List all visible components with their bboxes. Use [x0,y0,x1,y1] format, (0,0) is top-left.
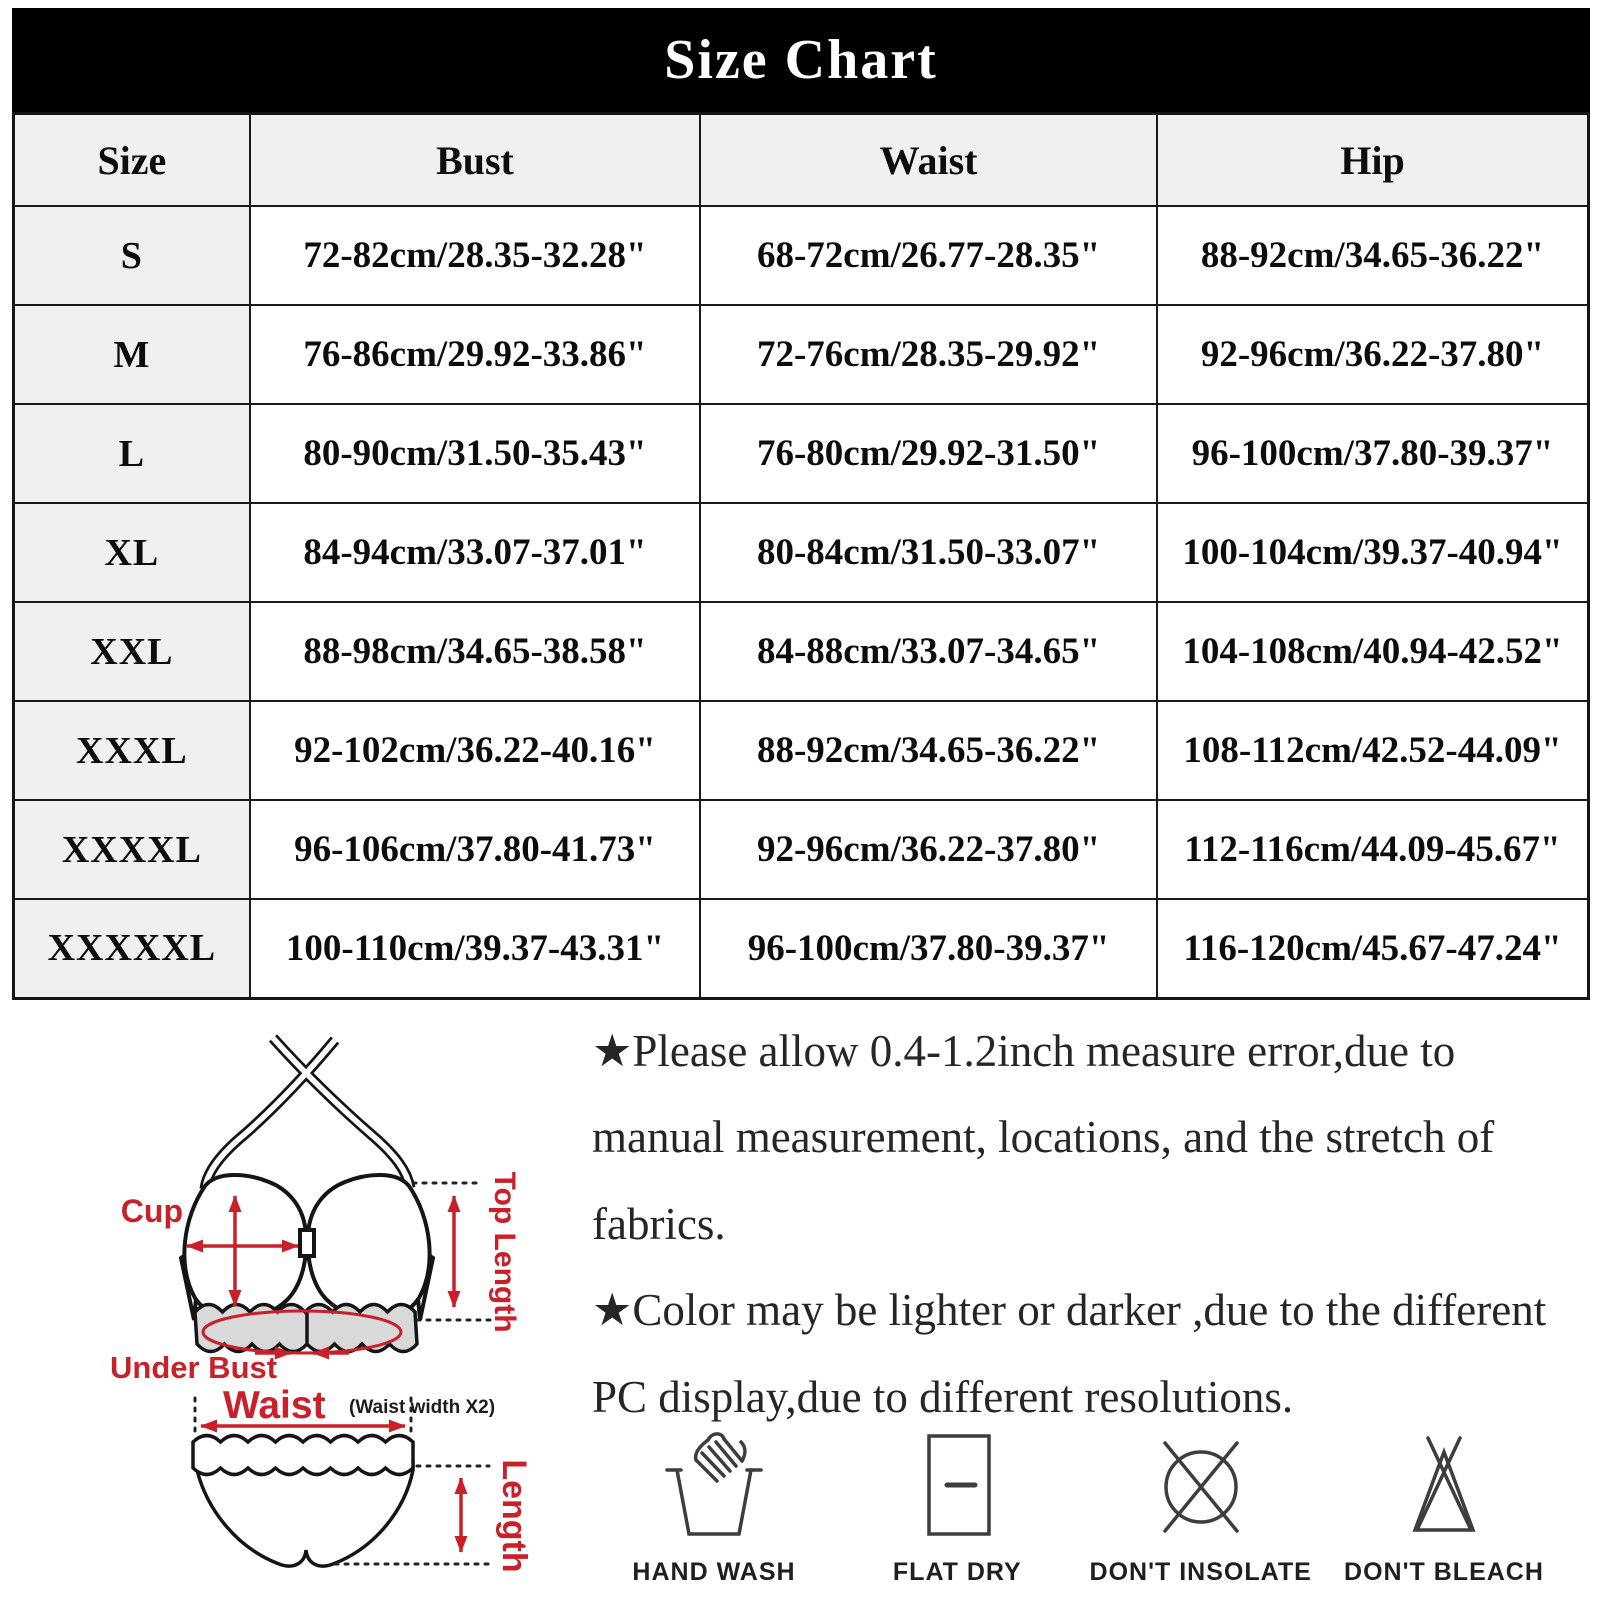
care-label: DON'T BLEACH [1344,1558,1544,1586]
size-cell: XXL [14,602,250,701]
waist-cell: 88-92cm/34.65-36.22" [700,701,1157,800]
notes-block [592,1008,1567,1440]
table-row [14,701,1589,800]
hip-cell: 100-104cm/39.37-40.94" [1157,503,1589,602]
size-cell: M [14,305,250,404]
table-row [14,206,1589,305]
col-header-hip: Hip [1157,114,1589,207]
brief [197,1464,413,1566]
hip-cell: 116-120cm/45.67-47.24" [1157,899,1589,998]
care-icons-row [596,1430,1562,1587]
col-header-waist: Waist [700,114,1157,207]
waist-cell: 76-80cm/29.92-31.50" [700,404,1157,503]
size-table-body [14,206,1589,998]
header-row [14,114,1589,207]
bust-cell: 96-106cm/37.80-41.73" [250,800,700,899]
table-row [14,404,1589,503]
bust-cell: 84-94cm/33.07-37.01" [250,503,700,602]
note-color-difference: ★Color may be lighter or darker ,due to the different PC display,due to different resolutions. [592,1285,1547,1422]
length-label: Length [495,1459,533,1573]
measurement-diagram [55,1008,590,1600]
bust-cell: 100-110cm/39.37-43.31" [250,899,700,998]
table-row [14,602,1589,701]
hip-cell: 104-108cm/40.94-42.52" [1157,602,1589,701]
under-bust-label: Under Bust [110,1350,278,1385]
hip-cell: 112-116cm/44.09-45.67" [1157,800,1589,899]
size-table [12,112,1590,1000]
waist-cell: 96-100cm/37.80-39.37" [700,899,1157,998]
size-cell: XXXXL [14,800,250,899]
size-cell: S [14,206,250,305]
cup-connector [300,1230,314,1256]
care-item-flat-dry [839,1430,1075,1587]
bust-cell: 76-86cm/29.92-33.86" [250,305,700,404]
waist-cell: 84-88cm/33.07-34.65" [700,602,1157,701]
bikini-bottom-outline [193,1436,413,1567]
table-row [14,899,1589,998]
care-label: DON'T INSOLATE [1089,1558,1312,1586]
waist-cell: 80-84cm/31.50-33.07" [700,503,1157,602]
care-item-hand-wash [596,1430,832,1587]
flat-dry-icon [905,1430,1009,1542]
bikini-top-outline [181,1038,433,1352]
col-header-size: Size [14,114,250,207]
waist-label: Waist [223,1384,326,1427]
care-item-dont-bleach [1326,1430,1562,1587]
hip-cell: 96-100cm/37.80-39.37" [1157,404,1589,503]
waist-cell: 68-72cm/26.77-28.35" [700,206,1157,305]
bust-cell: 92-102cm/36.22-40.16" [250,701,700,800]
care-label: HAND WASH [632,1558,796,1586]
hip-cell: 92-96cm/36.22-37.80" [1157,305,1589,404]
dont-insolate-icon [1149,1430,1253,1542]
bust-cell: 72-82cm/28.35-32.28" [250,206,700,305]
note-measure-error: ★Please allow 0.4-1.2inch measure error,due to manual measurement, locations, and the stretch of fabrics. [592,1026,1495,1249]
care-item-dont-insolate [1083,1430,1319,1587]
table-row [14,305,1589,404]
size-chart-frame [12,8,1590,1000]
size-table-header [14,114,1589,207]
waist-cell: 72-76cm/28.35-29.92" [700,305,1157,404]
size-cell: L [14,404,250,503]
hand-wash-icon [662,1430,766,1542]
bottom-section [0,1002,1600,1600]
top-length-label: Top Length [488,1171,521,1333]
size-chart-title-bar [12,8,1590,112]
size-cell: XL [14,503,250,602]
care-label: FLAT DRY [892,1558,1022,1586]
hip-cell: 108-112cm/42.52-44.09" [1157,701,1589,800]
dont-bleach-icon [1392,1430,1496,1542]
col-header-bust: Bust [250,114,700,207]
bust-cell: 88-98cm/34.65-38.58" [250,602,700,701]
bottom-ruffle-band [193,1436,413,1475]
waist-cell: 92-96cm/36.22-37.80" [700,800,1157,899]
bust-cell: 80-90cm/31.50-35.43" [250,404,700,503]
table-row [14,503,1589,602]
cup-label: Cup [120,1193,183,1229]
size-cell: XXXL [14,701,250,800]
right-cup [308,1175,430,1319]
page-title: Size Chart [664,29,938,91]
size-cell: XXXXXL [14,899,250,998]
hip-cell: 88-92cm/34.65-36.22" [1157,206,1589,305]
waist-note-label: (Waist width X2) [349,1397,496,1418]
table-row [14,800,1589,899]
